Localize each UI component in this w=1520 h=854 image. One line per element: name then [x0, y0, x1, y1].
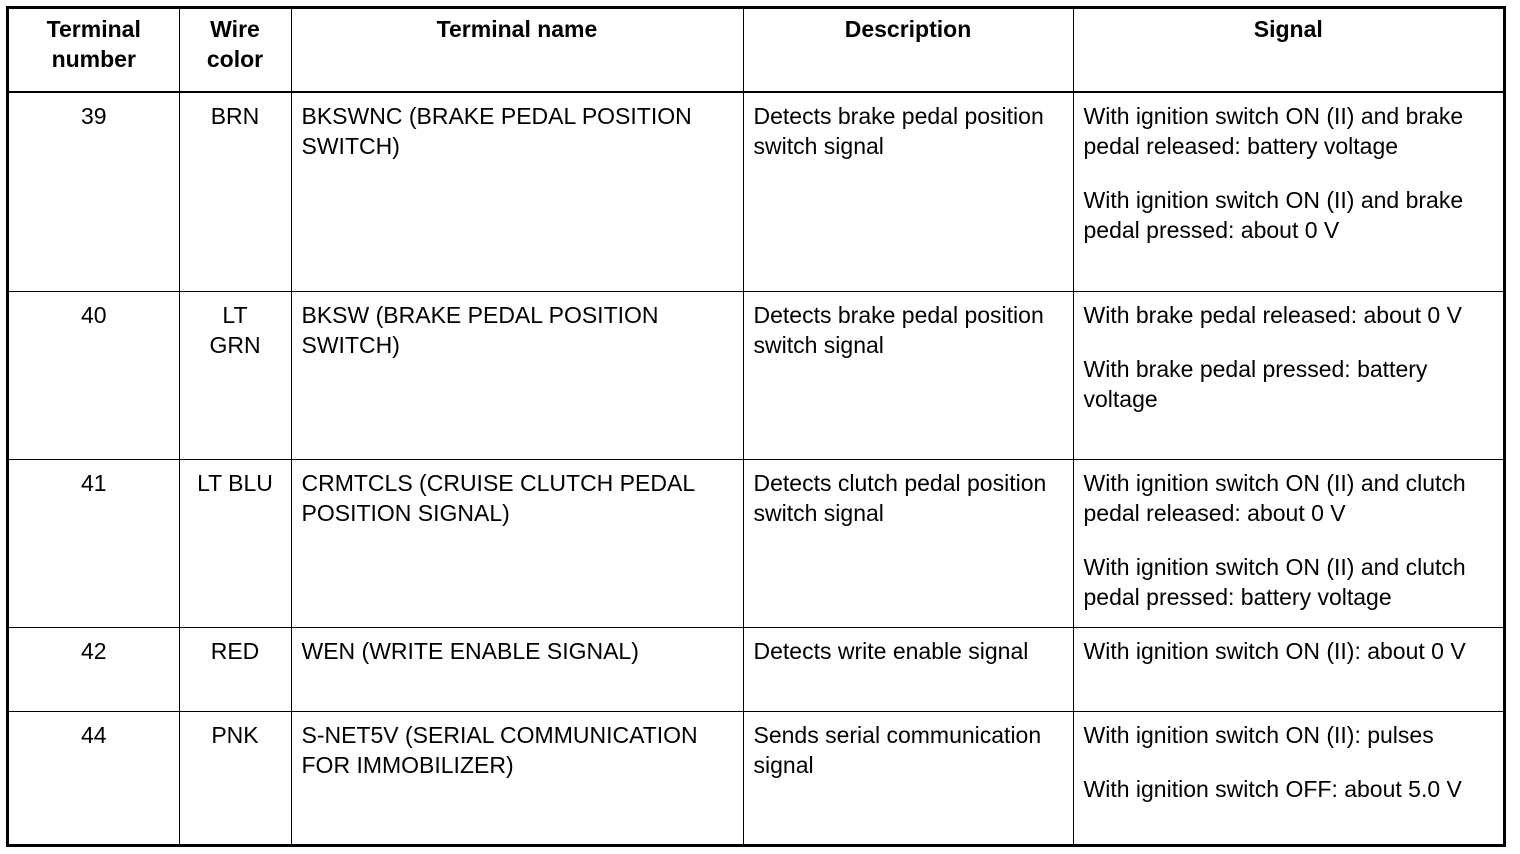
signal-cell [1073, 291, 1503, 459]
terminal-name-cell: S-NET5V (SERIAL COMMUNICATION FOR IMMOBILIZER) [291, 711, 743, 844]
signal-text: With ignition switch ON (II) and brake pedal pressed: about 0 V [1083, 187, 1464, 243]
signal-text: With brake pedal pressed: battery voltage [1083, 355, 1428, 412]
terminal-number-cell: 44 [9, 711, 179, 844]
header-terminal-name: Terminal name [291, 9, 743, 92]
signal-text: With brake pedal released: about 0 V [1083, 301, 1462, 328]
description-cell: Sends serial communication signal [743, 711, 1073, 844]
header-terminal-number: Terminal number [9, 9, 179, 92]
terminal-name-cell: BKSW (BRAKE PEDAL POSITION SWITCH) [291, 291, 743, 459]
wire-color-cell: BRN [179, 92, 291, 291]
description-cell: Detects write enable signal [743, 627, 1073, 711]
terminal-number-cell: 41 [9, 459, 179, 627]
wire-color-cell: PNK [179, 711, 291, 844]
table-row [9, 92, 1503, 291]
wire-color-cell: RED [179, 627, 291, 711]
terminal-number-cell: 39 [9, 92, 179, 291]
header-signal: Signal [1073, 9, 1503, 92]
description-cell: Detects clutch pedal position switch signal [743, 459, 1073, 627]
wire-color-cell: LT GRN [179, 291, 291, 459]
terminal-name-cell: BKSWNC (BRAKE PEDAL POSITION SWITCH) [291, 92, 743, 291]
signal-cell [1073, 92, 1503, 291]
header-description: Description [743, 9, 1073, 92]
terminal-name-cell: WEN (WRITE ENABLE SIGNAL) [291, 627, 743, 711]
header-row [9, 9, 1503, 92]
signal-text: With ignition switch ON (II): about 0 V [1083, 637, 1466, 664]
terminal-table [9, 9, 1503, 844]
table-frame [6, 6, 1506, 847]
table-row [9, 459, 1503, 627]
terminal-name-cell: CRMTCLS (CRUISE CLUTCH PEDAL POSITION SIGNAL) [291, 459, 743, 627]
signal-text: With ignition switch ON (II) and clutch pedal pressed: battery voltage [1083, 553, 1466, 610]
signal-cell [1073, 459, 1503, 627]
signal-text: With ignition switch ON (II): pulses [1083, 721, 1434, 748]
terminal-number-cell: 42 [9, 627, 179, 711]
signal-text: With ignition switch ON (II) and clutch pedal released: about 0 V [1083, 469, 1466, 526]
signal-text: With ignition switch OFF: about 5.0 V [1083, 775, 1462, 802]
table-row [9, 291, 1503, 459]
signal-text: With ignition switch ON (II) and brake pedal released: battery voltage [1083, 103, 1464, 159]
table-row [9, 711, 1503, 844]
signal-cell [1073, 627, 1503, 711]
header-wire-color: Wire color [179, 9, 291, 92]
wire-color-cell: LT BLU [179, 459, 291, 627]
table-row [9, 627, 1503, 711]
description-cell: Detects brake pedal position switch signal [743, 92, 1073, 291]
description-cell: Detects brake pedal position switch signal [743, 291, 1073, 459]
signal-cell [1073, 711, 1503, 844]
terminal-number-cell: 40 [9, 291, 179, 459]
